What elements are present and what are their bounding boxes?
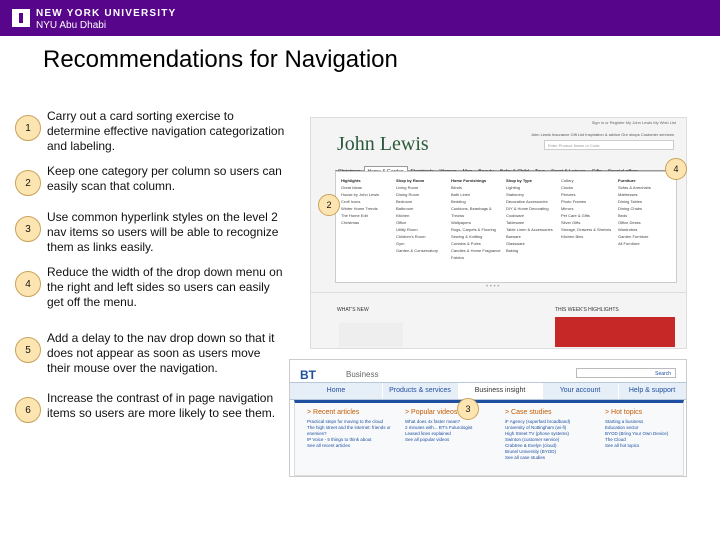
- jl-column: [561, 177, 613, 240]
- jl-column-heading: Home Furnishings: [451, 178, 487, 183]
- bt-column-heading[interactable]: > Recent articles: [307, 409, 360, 416]
- bt-link[interactable]: High Street TV (phone systems): [505, 431, 569, 436]
- jl-nav-tabs: [335, 160, 675, 171]
- bt-business-label: Business: [346, 370, 379, 379]
- jl-column-heading: Shop by Room: [396, 178, 425, 183]
- jl-link[interactable]: Living Room: [396, 185, 419, 190]
- bt-link[interactable]: The high street and the internet: friends or enemies?: [307, 425, 391, 436]
- jl-link[interactable]: Cookware: [506, 213, 525, 218]
- jl-link[interactable]: Curtains & Poles: [451, 241, 481, 246]
- jl-whats-new: WHAT'S NEW: [337, 307, 369, 313]
- jl-top-links[interactable]: Sign in or Register My John Lewis My Wish List: [591, 120, 676, 125]
- recommendation-text: Use common hyperlink styles on the level 2 nav items so users will be able to recognize them as links easily.: [47, 210, 279, 254]
- bt-link[interactable]: See all popular videos: [405, 437, 450, 442]
- recommendation-number: 6: [15, 397, 41, 423]
- jl-link[interactable]: Dining Tables: [618, 199, 642, 204]
- bt-link[interactable]: 2 minutes with... BT's Futurologist: [405, 425, 473, 430]
- jl-highlight-image: [555, 317, 675, 347]
- jl-link[interactable]: Office Desks: [618, 220, 641, 225]
- callout-2: 2: [318, 194, 340, 216]
- bt-logo[interactable]: BT: [300, 368, 316, 382]
- jl-column: [396, 177, 448, 254]
- bt-link[interactable]: See all hot topics: [605, 443, 640, 448]
- jl-dropdown-menu: [335, 171, 677, 283]
- jl-column-heading: Shop by Type: [506, 178, 532, 183]
- bt-link[interactable]: Practical steps for moving to the cloud: [307, 419, 384, 424]
- jl-link[interactable]: Great Ideas: [341, 185, 362, 190]
- jl-link[interactable]: Barware: [506, 234, 521, 239]
- jl-link[interactable]: Dining Room: [396, 192, 420, 197]
- university-sub: NYU Abu Dhabi: [36, 20, 107, 31]
- jl-promo-image: [339, 323, 403, 347]
- jl-link[interactable]: Storage, Drawers & Shelves: [561, 227, 612, 232]
- bt-business-screenshot: [289, 359, 687, 477]
- jl-link[interactable]: Garden Furniture: [618, 234, 649, 239]
- bt-link[interactable]: Crabtree & Evelyn (cloud): [505, 443, 557, 448]
- jl-link[interactable]: DIY & Home Decorating: [506, 206, 549, 211]
- john-lewis-screenshot: [310, 117, 687, 294]
- recommendation-number: 1: [15, 115, 41, 141]
- bt-link[interactable]: Education sector: [605, 425, 639, 430]
- bt-link[interactable]: What does 4x faster mean?: [405, 419, 461, 424]
- jl-search-input[interactable]: Enter Product Name or Code: [544, 140, 674, 150]
- jl-link[interactable]: Pet Care & Gifts: [561, 213, 590, 218]
- jl-link[interactable]: Bath Linen: [451, 192, 471, 197]
- jl-link[interactable]: Sewing & Knitting: [451, 234, 483, 239]
- callout-4: 4: [665, 158, 687, 180]
- recommendation-number: 5: [15, 337, 41, 363]
- jl-link[interactable]: The Home Edit: [341, 213, 368, 218]
- jl-link[interactable]: Sofas & Armchairs: [618, 185, 651, 190]
- bt-column-heading[interactable]: > Popular videos: [405, 409, 458, 416]
- recommendation-number: 2: [15, 170, 41, 196]
- jl-link[interactable]: Wallpapers: [451, 220, 471, 225]
- jl-link[interactable]: Blinds: [451, 185, 462, 190]
- bt-link[interactable]: University of Nottingham (wi-fi): [505, 425, 567, 430]
- jl-link[interactable]: Clocks: [561, 185, 574, 190]
- jl-link[interactable]: All Furniture: [618, 241, 640, 246]
- jl-link[interactable]: Bathroom: [396, 206, 414, 211]
- recommendation-text: Increase the contrast of in page navigation items so users are more likely to see them.: [47, 391, 276, 420]
- jl-link[interactable]: Office: [396, 220, 407, 225]
- jl-column: [451, 177, 503, 261]
- bt-search-input[interactable]: Search: [576, 368, 676, 378]
- jl-link[interactable]: Rugs, Carpets & Flooring: [451, 227, 496, 232]
- bt-tab-products[interactable]: Products & services: [382, 383, 459, 399]
- nyu-torch-logo-icon: [12, 9, 30, 27]
- jl-link[interactable]: Candles & Home Fragrance: [451, 248, 501, 253]
- jl-link[interactable]: Decorative Accessories: [506, 199, 548, 204]
- jl-link[interactable]: Lighting: [506, 185, 521, 190]
- university-name: NEW YORK UNIVERSITY: [36, 8, 177, 19]
- jl-column: [506, 177, 558, 254]
- jl-logo[interactable]: John Lewis: [337, 133, 429, 155]
- jl-column: [618, 177, 670, 247]
- jl-link[interactable]: Utility Room: [396, 227, 418, 232]
- bt-link[interactable]: The Cloud: [605, 437, 626, 442]
- jl-link[interactable]: Garden & Conservatory: [396, 248, 439, 253]
- jl-link[interactable]: Cutlery: [561, 178, 574, 183]
- bt-tab-home[interactable]: Home: [290, 383, 383, 399]
- bt-link[interactable]: BYOD (Bring Your Own Device): [605, 431, 669, 436]
- bt-dropdown-menu: [294, 400, 684, 476]
- bt-link[interactable]: See all case studies: [505, 455, 546, 460]
- bt-link[interactable]: Starting a business: [605, 419, 644, 424]
- jl-link[interactable]: Gym: [396, 241, 405, 246]
- recommendation-text: Reduce the width of the drop down menu on the right and left sides so users can easily get off the menu.: [47, 265, 283, 309]
- jl-link[interactable]: Table Linen & Accessories: [506, 227, 553, 232]
- bt-nav-tabs: [290, 382, 686, 400]
- bt-column: [405, 409, 495, 443]
- jl-link[interactable]: Kitchen Bins: [561, 234, 584, 239]
- recommendation-text: Carry out a card sorting exercise to determine effective navigation categorization and labeling.: [47, 109, 285, 153]
- jl-link[interactable]: Bedroom: [396, 199, 413, 204]
- jl-link[interactable]: Mattresses: [618, 192, 638, 197]
- jl-link[interactable]: House by John Lewis: [341, 192, 380, 197]
- jl-link[interactable]: Cushions, Beanbags & Throws: [451, 206, 492, 218]
- slide-title: Recommendations for Navigation: [43, 46, 398, 73]
- carousel-dots-icon[interactable]: • • • •: [486, 284, 500, 290]
- bt-link[interactable]: iF Agency (superfast broadband): [505, 419, 571, 424]
- bt-column: [505, 409, 595, 461]
- bt-link[interactable]: Brunel University (BYOD): [505, 449, 557, 454]
- jl-link[interactable]: Wardrobes: [618, 227, 638, 232]
- jl-link[interactable]: Winter Home Trends: [341, 206, 378, 211]
- jl-link[interactable]: Mirrors: [561, 206, 574, 211]
- john-lewis-lower-section: [310, 292, 687, 349]
- bt-link[interactable]: Swinton (customer service): [505, 437, 560, 442]
- jl-link[interactable]: Dining Chairs: [618, 206, 643, 211]
- recommendation-text: Keep one category per column so users can easily scan that column.: [47, 164, 282, 193]
- jl-link[interactable]: Beds: [618, 213, 628, 218]
- jl-link[interactable]: Stationery: [506, 192, 525, 197]
- bt-tab-help-support[interactable]: Help & support: [618, 383, 687, 399]
- jl-highlights: THIS WEEK'S HIGHLIGHTS: [555, 307, 619, 313]
- jl-link[interactable]: Croft Icons: [341, 199, 361, 204]
- jl-link[interactable]: Bedding: [451, 199, 466, 204]
- jl-column-heading: Furniture: [618, 178, 636, 183]
- header-bar: [0, 0, 720, 36]
- bt-link[interactable]: See all recent articles: [307, 443, 351, 448]
- jl-link[interactable]: Pictures: [561, 192, 576, 197]
- recommendation-number: 4: [15, 271, 41, 297]
- bt-column-heading[interactable]: > Case studies: [505, 409, 552, 416]
- recommendation-text: Add a delay to the nav drop down so that it does not appear as soon as users move their mouse over the navigation.: [47, 331, 275, 375]
- jl-link[interactable]: Tableware: [506, 220, 525, 225]
- bt-column: [307, 409, 397, 449]
- bt-tab-business-insight[interactable]: Business insight: [458, 383, 543, 399]
- jl-link[interactable]: Christmas: [341, 220, 360, 225]
- bt-link[interactable]: Leased lines explained: [405, 431, 451, 436]
- jl-link[interactable]: Fabrics: [451, 255, 465, 260]
- jl-utility-links[interactable]: John Lewis Insurance Gift List Inspiration & advice Our shops Customer services: [530, 132, 674, 137]
- jl-link[interactable]: Photo Frames: [561, 199, 587, 204]
- callout-3: 3: [457, 398, 479, 420]
- jl-link[interactable]: Kitchen: [396, 213, 410, 218]
- bt-link[interactable]: IP Voice - 5 things to think about: [307, 437, 372, 442]
- jl-link[interactable]: Baking: [506, 248, 519, 253]
- bt-column-heading[interactable]: > Hot topics: [605, 409, 643, 416]
- jl-link[interactable]: Glassware: [506, 241, 525, 246]
- bt-tab-your-account[interactable]: Your account: [542, 383, 619, 399]
- recommendation-number: 3: [15, 216, 41, 242]
- jl-column-heading: Highlights: [341, 178, 361, 183]
- bt-column: [605, 409, 687, 449]
- jl-link[interactable]: Silver Gifts: [561, 220, 581, 225]
- jl-link[interactable]: Children's Room: [396, 234, 426, 239]
- jl-column: [341, 177, 393, 226]
